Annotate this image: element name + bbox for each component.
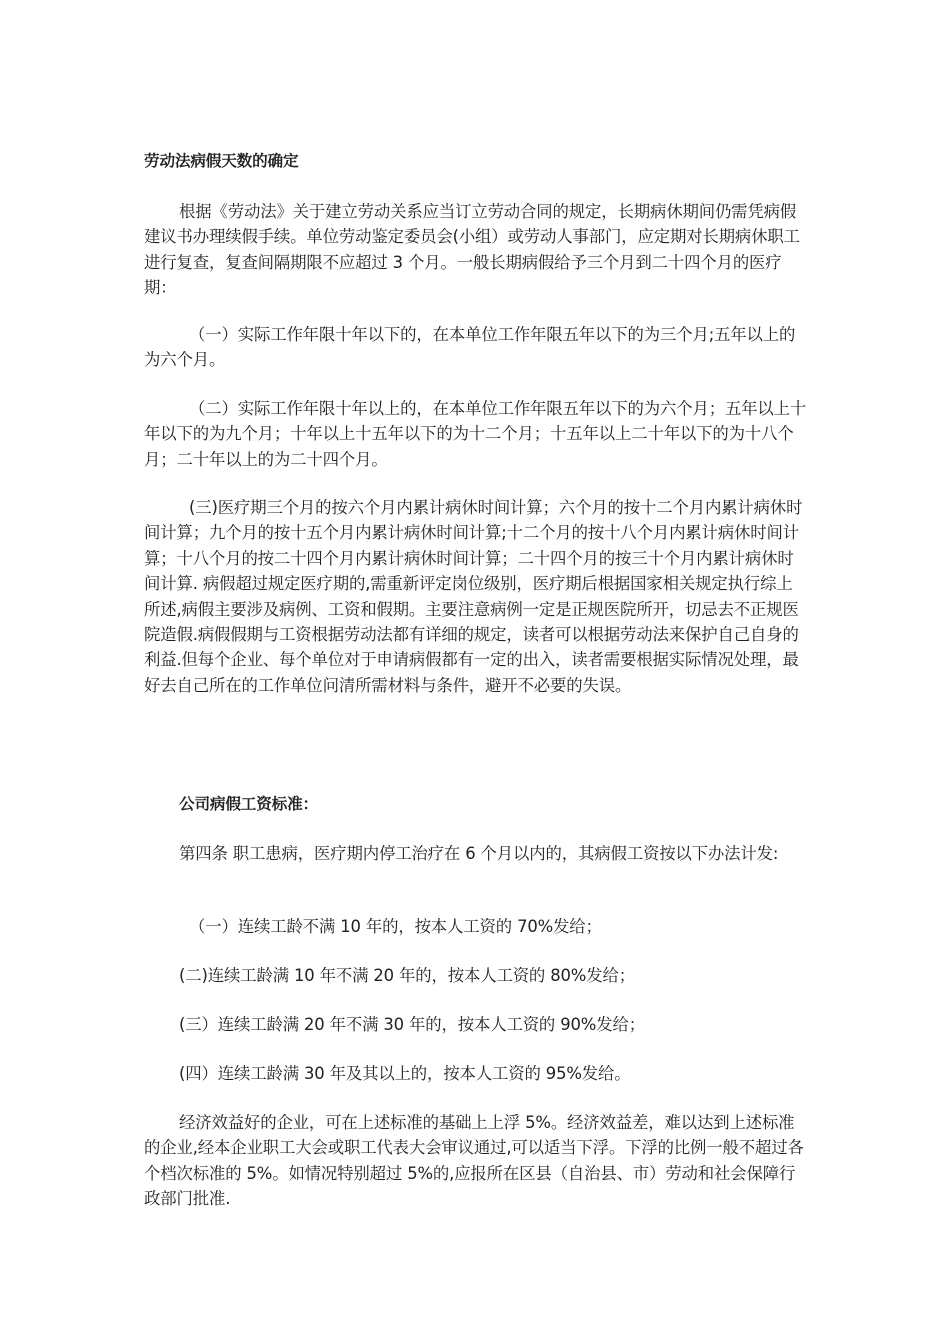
section-title-sick-pay-standard: 公司病假工资标准：	[179, 795, 318, 813]
medical-period-item-2: （二）实际工作年限十年以上的，在本单位工作年限五年以下的为六个月；五年以上十年以下的为九个月；十年以上十五年以下的为十二个月；十五年以上二十年以下的为十八个月；二十年以上的为二十四个月。	[144, 399, 807, 469]
section-title-sick-leave-days: 劳动法病假天数的确定	[144, 152, 299, 170]
medical-period-item-3: (三)医疗期三个月的按六个月内累计病休时间计算；六个月的按十二个月内累计病休时间计算；九个月的按十五个月内累计病休时间计算;十二个月的按十八个月内累计病休时间计算；十八个月的按二十四个月内累计病休时间计算；二十四个月的按三十个月内累计病休时间计算. 病假超过规定医疗期的,需重新评定岗位级别，医疗期后根据国家相关规定执行综上所述,病假主要涉及病例、工资和假期。主要注意病例一定是正规医院所开，切忌去不正规医院造假.病假假期与工资根据劳动法都有详细的规定，读者可以根据劳动法来保护自己自身的利益.但每个企业、每个单位对于申请病假都有一定的出入，读者需要根据实际情况处理，最好去自己所在的工作单位问清所需材料与条件，避开不必要的失误。	[144, 498, 803, 695]
medical-period-item-1: （一）实际工作年限十年以下的，在本单位工作年限五年以下的为三个月;五年以上的为六个月。	[144, 325, 796, 370]
sick-pay-item-3: (三）连续工龄满 20 年不满 30 年的，按本人工资的 90%发给；	[179, 1015, 645, 1034]
sick-pay-item-2: (二)连续工龄满 10 年不满 20 年的，按本人工资的 80%发给；	[179, 966, 635, 985]
closing-paragraph: 经济效益好的企业，可在上述标准的基础上上浮 5%。经济效益差，难以达到上述标准的企业,经本企业职工大会或职工代表大会审议通过,可以适当下浮。下浮的比例一般不超过各个档次标准的 5%。如情况特别超过 5%的,应报所在区县（自治县、市）劳动和社会保障行政部门批准.	[144, 1113, 804, 1209]
sick-pay-item-4: (四）连续工龄满 30 年及其以上的，按本人工资的 95%发给。	[179, 1064, 631, 1083]
intro-paragraph: 根据《劳动法》关于建立劳动关系应当订立劳动合同的规定，长期病休期间仍需凭病假建议书办理续假手续。单位劳动鉴定委员会(小组）或劳动人事部门，应定期对长期病休职工进行复查，复查间隔期限不应超过 3 个月。一般长期病假给予三个月到二十四个月的医疗期：	[144, 202, 800, 298]
sick-pay-item-1: （一）连续工龄不满 10 年的，按本人工资的 70%发给；	[189, 917, 602, 936]
article-four-paragraph: 第四条 职工患病，医疗期内停工治疗在 6 个月以内的，其病假工资按以下办法计发:	[179, 844, 779, 863]
